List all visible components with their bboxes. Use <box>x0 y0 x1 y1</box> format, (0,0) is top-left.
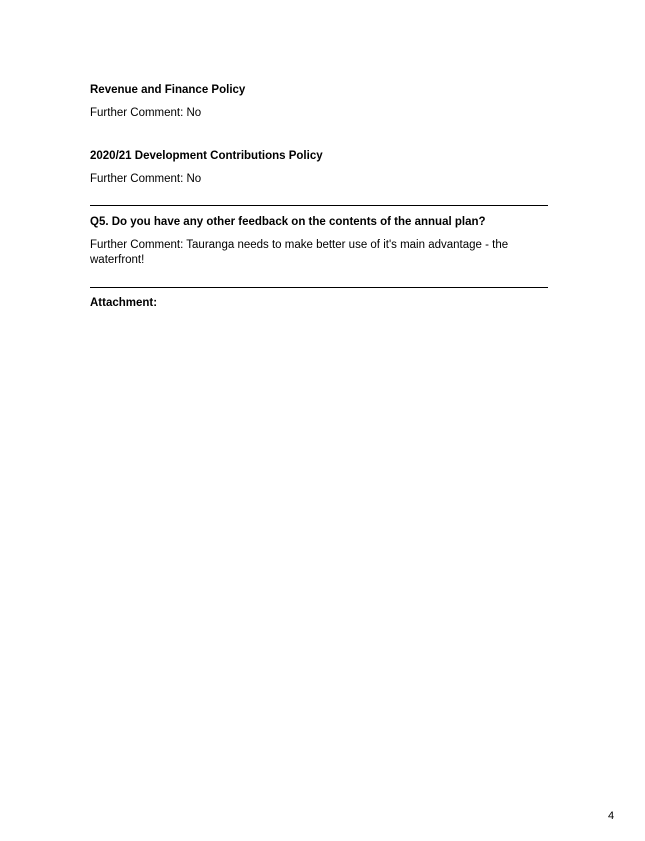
section-heading-q5: Q5. Do you have any other feedback on the contents of the annual plan? <box>90 216 486 228</box>
section-divider <box>90 205 548 206</box>
section-comment-revenue-finance-policy: Further Comment: No <box>90 107 202 119</box>
section-heading-development-contributions-policy: 2020/21 Development Contributions Policy <box>90 150 323 162</box>
section-divider <box>90 287 548 288</box>
section-heading-revenue-finance-policy: Revenue and Finance Policy <box>90 84 246 96</box>
page-number: 4 <box>608 810 615 822</box>
section-comment-q5: Further Comment: Tauranga needs to make better use of it's main advantage - the waterfront! <box>90 239 509 266</box>
section-comment-development-contributions-policy: Further Comment: No <box>90 173 202 185</box>
attachment-label: Attachment: <box>90 297 158 309</box>
